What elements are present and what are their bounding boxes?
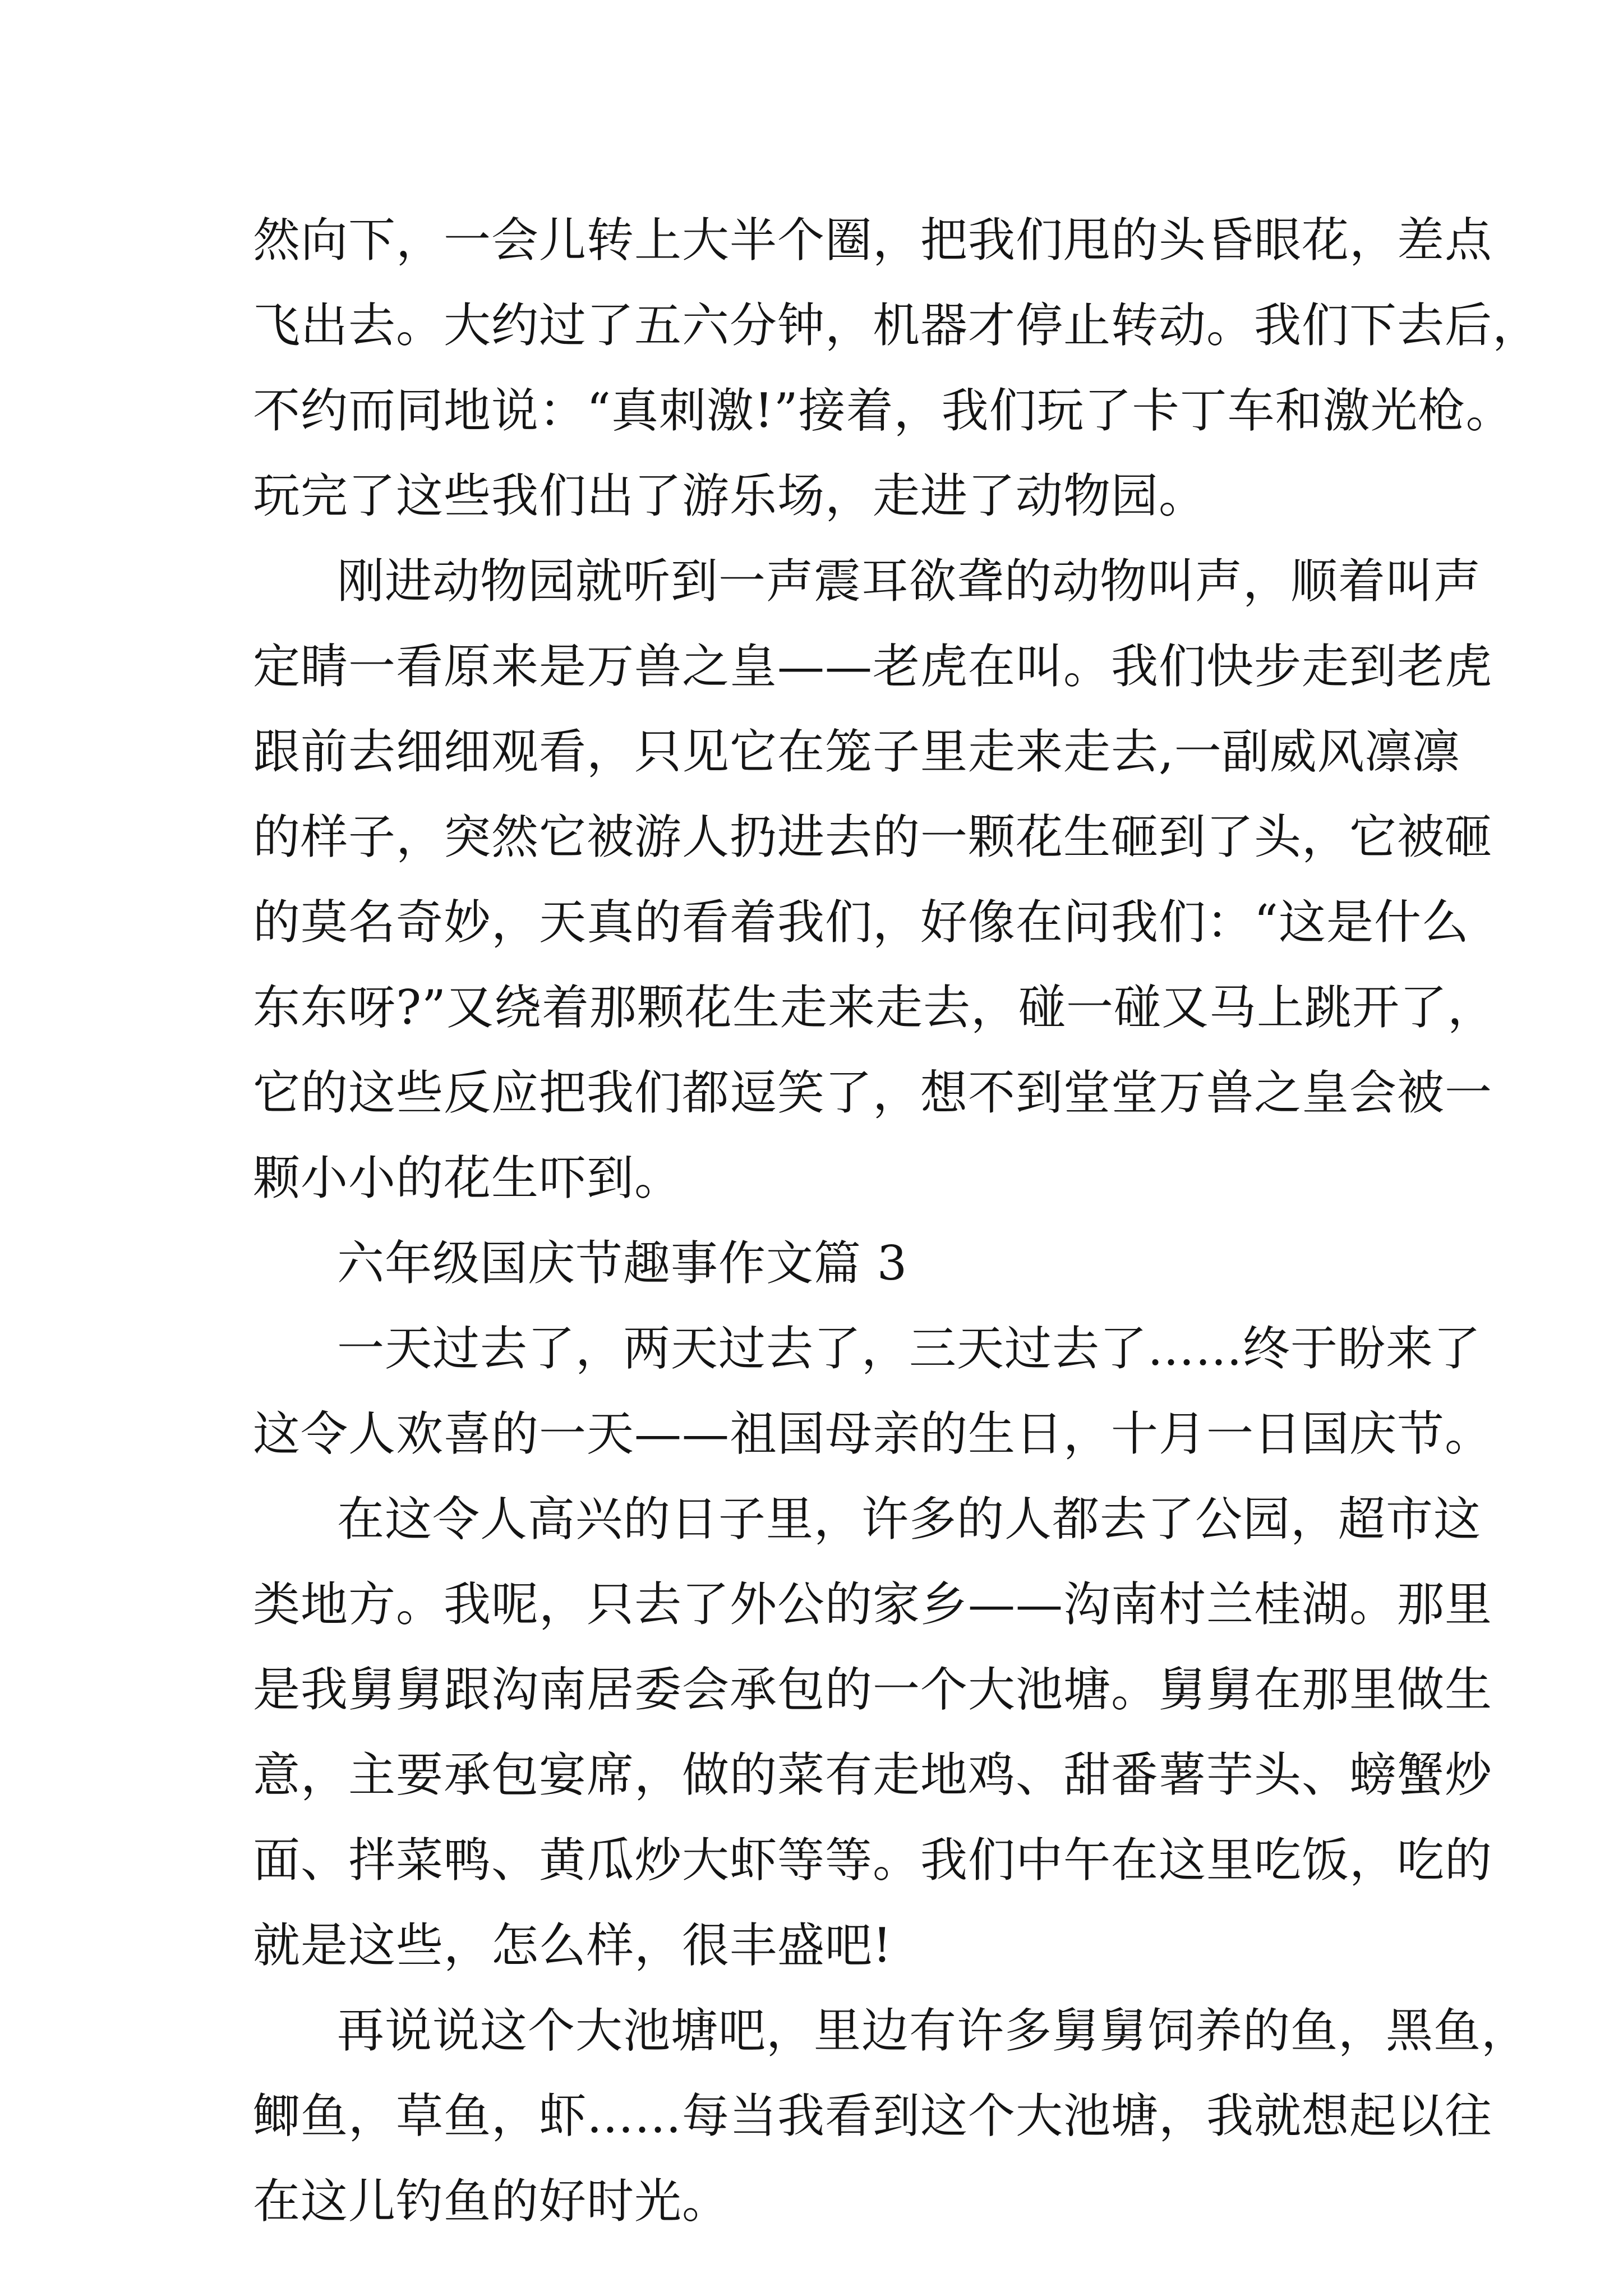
paragraph-start-line: 再说说这个大池塘吧，里边有许多舅舅饲养的鱼，黑鱼， [337, 2003, 1529, 2058]
text-line: 在这儿钓鱼的好时光。 [253, 2174, 730, 2229]
text-line: 鲫鱼，草鱼，虾……每当我看到这个大池塘，我就想起以往 [253, 2088, 1493, 2143]
text-line: 是我舅舅跟沟南居委会承包的一个大池塘。舅舅在那里做生 [253, 1662, 1493, 1717]
section-heading: 六年级国庆节趣事作文篇 3 [337, 1236, 908, 1291]
text-line: 东东呀?”又绕着那颗花生走来走去，碰一碰又马上跳开了， [253, 980, 1495, 1035]
text-line: 意，主要承包宴席，做的菜有走地鸡、甜番薯芋头、螃蟹炒 [253, 1747, 1493, 1802]
essay-text [253, 197, 1541, 2244]
text-line: 这令人欢喜的一天——祖国母亲的生日，十月一日国庆节。 [253, 1406, 1493, 1461]
paragraph-start-line: 一天过去了，两天过去了，三天过去了……终于盼来了 [337, 1321, 1482, 1376]
text-line: 跟前去细细观看，只见它在笼子里走来走去,一副威风凛凛 [253, 724, 1460, 779]
paragraph-start-line: 在这令人高兴的日子里，许多的人都去了公园，超市这 [337, 1492, 1482, 1547]
text-line: 然向下，一会儿转上大半个圈，把我们甩的头昏眼花，差点 [253, 213, 1493, 268]
text-line: 它的这些反应把我们都逗笑了，想不到堂堂万兽之皇会被一 [253, 1065, 1493, 1120]
text-line: 飞出去。大约过了五六分钟，机器才停止转动。我们下去后， [253, 298, 1541, 353]
text-line: 的莫名奇妙，天真的看着我们，好像在问我们：“这是什么 [253, 895, 1469, 950]
text-line: 玩完了这些我们出了游乐场，走进了动物园。 [253, 468, 1207, 523]
text-line: 面、拌菜鸭、黄瓜炒大虾等等。我们中午在这里吃饭，吃的 [253, 1833, 1493, 1888]
text-line: 的样子，突然它被游人扔进去的一颗花生砸到了头，它被砸 [253, 809, 1493, 864]
text-line: 不约而同地说：“真刺激!”接着，我们玩了卡丁车和激光枪。 [253, 383, 1514, 438]
text-line: 就是这些，怎么样，很丰盛吧! [253, 1918, 892, 1973]
text-line: 颗小小的花生吓到。 [253, 1151, 683, 1205]
text-line: 类地方。我呢，只去了外公的家乡——沟南村兰桂湖。那里 [253, 1577, 1493, 1632]
paragraph-start-line: 刚进动物园就听到一声震耳欲聋的动物叫声，顺着叫声 [337, 554, 1482, 609]
text-line: 定睛一看原来是万兽之皇——老虎在叫。我们快步走到老虎 [253, 639, 1493, 694]
